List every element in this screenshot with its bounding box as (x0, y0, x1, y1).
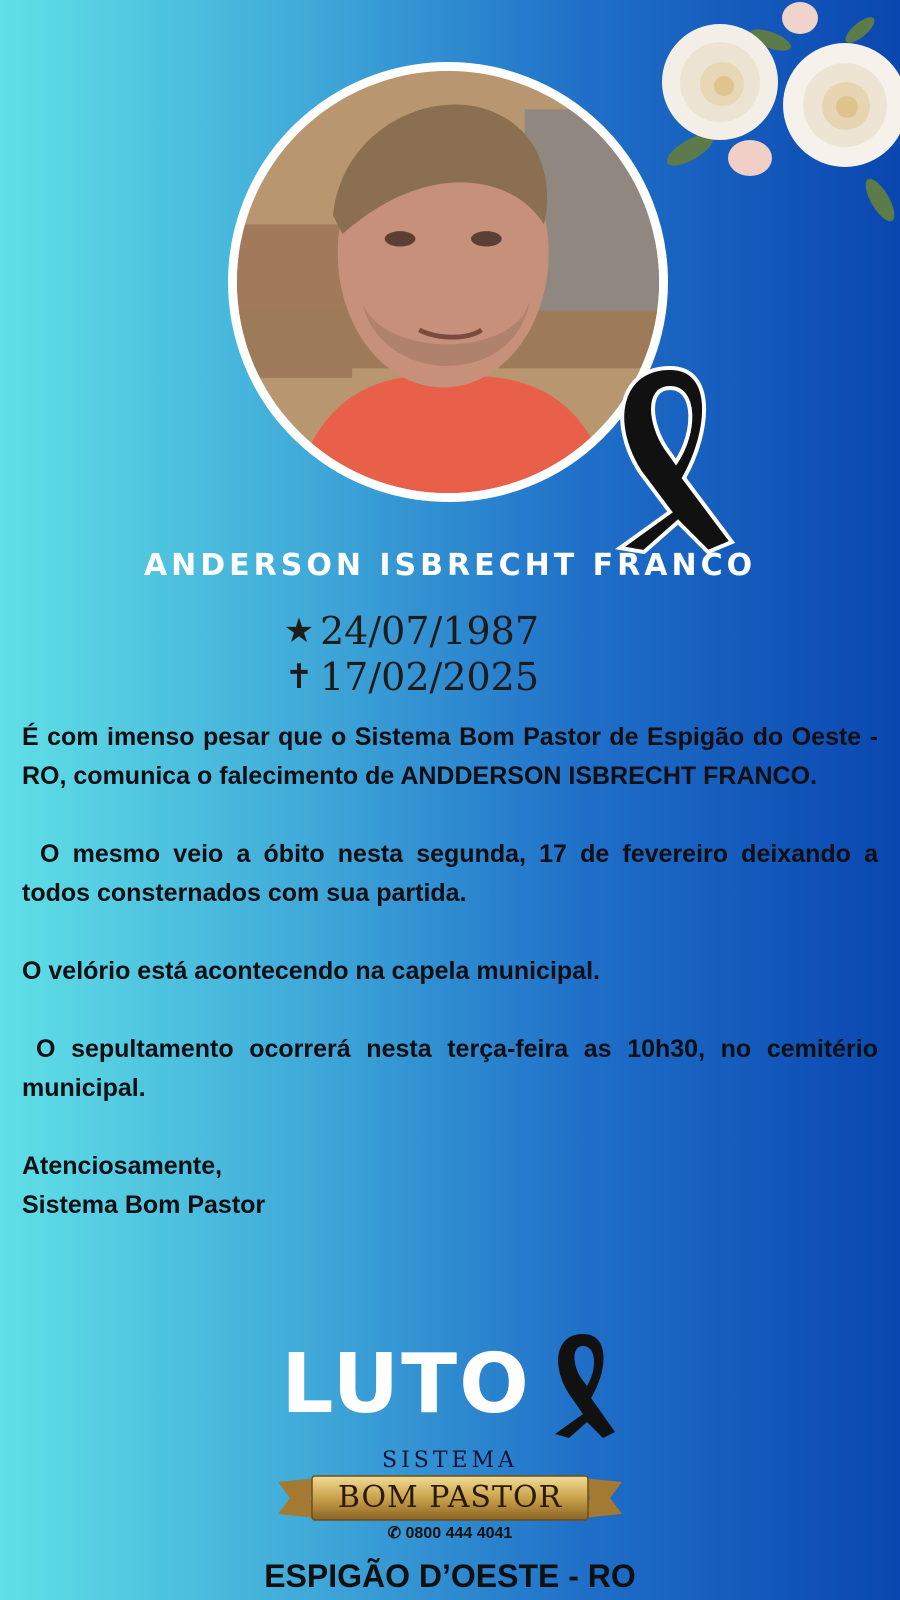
small-mourning-ribbon-icon (547, 1330, 619, 1440)
logo-banner-text: BOM PASTOR (337, 1480, 563, 1515)
signature-line: Sistema Bom Pastor (22, 1191, 266, 1219)
bom-pastor-logo (278, 1448, 622, 1544)
closing-line: Atenciosamente, (22, 1152, 223, 1180)
announcement-paragraph-4: O sepultamento ocorrerá nesta terça-feira as 10h30, no cemitério municipal. (22, 1035, 878, 1102)
birth-date: 24/07/1987 (320, 609, 540, 653)
luto-heading-row (0, 1330, 900, 1440)
announcement-paragraph-2: O mesmo veio a óbito nesta segunda, 17 de fevereiro deixando a todos consternados com sua partida. (22, 840, 878, 907)
announcement-paragraph-3: O velório está acontecendo na capela municipal. (22, 957, 600, 985)
whatsapp-icon: ✆ (387, 1525, 402, 1542)
luto-heading: LUTO (281, 1337, 531, 1432)
death-date-row (278, 654, 678, 700)
rose-right (783, 43, 900, 167)
mourning-ribbon-icon (600, 362, 740, 554)
announcement-text (22, 718, 878, 1225)
cross-icon: ✝ (284, 657, 314, 697)
death-date: 17/02/2025 (320, 655, 540, 699)
portrait-illustration (237, 71, 659, 493)
rose-left (662, 24, 778, 140)
logo-sistema-text: SISTEMA (382, 1448, 518, 1473)
birth-date-row (278, 608, 678, 654)
dates-block (278, 608, 678, 700)
phone-number (278, 1523, 622, 1543)
deceased-name: ANDERSON ISBRECHT FRANCO (143, 548, 757, 583)
announcement-paragraph-1: É com imenso pesar que o Sistema Bom Pastor de Espigão do Oeste - RO, comunica o falecimento de ANDDERSON ISBRECHT FRANCO. (22, 723, 878, 790)
phone-number-text: 0800 444 4041 (405, 1525, 513, 1542)
white-roses-decoration (650, 0, 900, 240)
city-footer: ESPIGÃO D’OESTE - RO (264, 1558, 636, 1594)
star-icon: ★ (283, 611, 315, 651)
